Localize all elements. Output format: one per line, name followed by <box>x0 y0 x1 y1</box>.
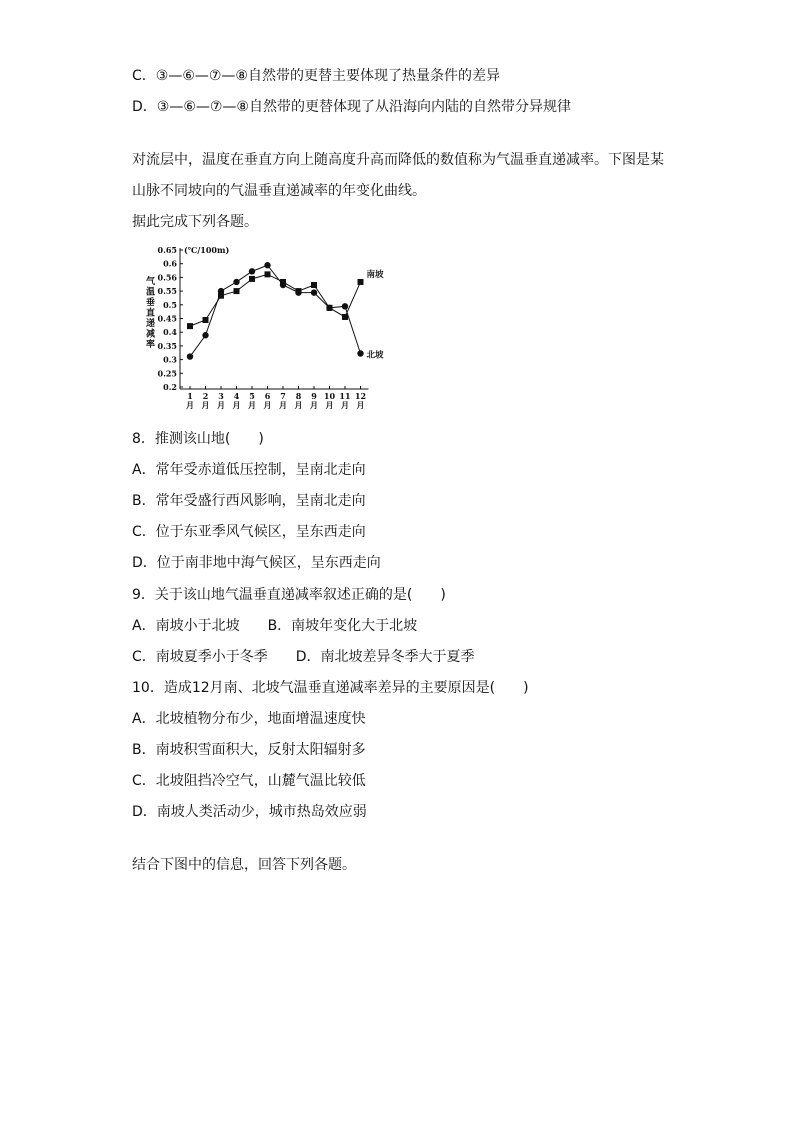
north-slope-point <box>326 305 332 311</box>
lapse-rate-chart <box>140 240 390 415</box>
south-slope-point <box>234 288 240 294</box>
south-slope-point <box>342 314 348 320</box>
north-slope-point <box>357 350 363 356</box>
north-slope-point <box>264 262 270 268</box>
y-tick-label: 0.6 <box>163 258 177 269</box>
question-8-option-c: C．位于东亚季风气候区，呈东西走向 <box>132 524 366 540</box>
question-8: 8．推测该山地( ) <box>132 431 264 447</box>
option-d-previous: D．③—⑥—⑦—⑧自然带的更替体现了从沿海向内陆的自然带分异规律 <box>132 99 571 115</box>
x-tick-label: 3 月 <box>217 391 225 410</box>
question-10: 10．造成12月南、北坡气温垂直递减率差异的主要原因是( ) <box>132 680 529 696</box>
y-tick-label: 0.35 <box>157 340 177 351</box>
x-tick-label: 12 月 <box>354 391 367 410</box>
y-tick-label: 0.3 <box>163 354 177 365</box>
y-tick-label: 0.45 <box>157 313 177 324</box>
x-tick-label: 6 月 <box>263 391 272 410</box>
north-slope-point <box>218 288 224 294</box>
y-tick-label: 0.65 <box>157 245 177 255</box>
north-slope-point <box>280 282 286 288</box>
x-tick-label: 2 月 <box>201 391 210 410</box>
series-label-north: 北坡 <box>366 350 384 361</box>
north-slope-point <box>295 289 301 295</box>
y-axis-title: 气温垂直递减率 <box>146 277 156 350</box>
intro-paragraph-line1: 对流层中，温度在垂直方向上随高度升高而降低的数值称为气温垂直递减率。下图是某 <box>132 152 664 168</box>
option-c-previous: C．③—⑥—⑦—⑧自然带的更替主要体现了热量条件的差异 <box>132 68 500 84</box>
x-tick-label: 5 月 <box>248 391 256 410</box>
north-slope-point <box>342 303 348 309</box>
north-slope-point <box>202 332 208 338</box>
north-slope-point <box>249 268 255 274</box>
x-tick-label: 9 月 <box>310 391 318 410</box>
x-tick-label: 4 月 <box>232 391 241 410</box>
x-tick-label: 8 月 <box>294 391 303 410</box>
y-tick-label: 0.4 <box>163 327 177 338</box>
question-10-option-d: D．南坡人类活动少，城市热岛效应弱 <box>132 804 367 820</box>
north-slope-point <box>233 279 239 285</box>
south-slope-point <box>203 317 209 323</box>
y-tick-label: 0.25 <box>157 368 177 379</box>
question-9-options-ab: A．南坡小于北坡 B．南坡年变化大于北坡 <box>132 618 418 634</box>
question-9-options-cd: C．南坡夏季小于冬季 D．南北坡差异冬季大于夏季 <box>132 649 475 665</box>
question-8-option-b: B．常年受盛行西风影响，呈南北走向 <box>132 493 366 509</box>
y-tick-label: 0.5 <box>163 299 177 310</box>
x-tick-label: 11 月 <box>339 391 351 410</box>
north-slope-point <box>311 289 317 295</box>
question-8-option-d: D．位于南非地中海气候区，呈东西走向 <box>132 555 381 571</box>
x-tick-label: 1 月 <box>186 391 194 410</box>
unit-label: (℃/100m) <box>184 245 230 255</box>
question-8-option-a: A．常年受赤道低压控制，呈南北走向 <box>132 462 366 478</box>
y-tick-label: 0.55 <box>157 286 177 297</box>
x-tick-label: 7 月 <box>279 391 287 410</box>
intro-instruction: 据此完成下列各题。 <box>132 214 258 230</box>
south-slope-point <box>187 323 193 329</box>
y-tick-label: 0.2 <box>163 382 177 392</box>
south-slope-point <box>249 276 255 282</box>
intro-paragraph-line2: 山脉不同坡向的气温垂直递减率的年变化曲线。 <box>132 183 426 199</box>
x-tick-label: 10 月 <box>323 391 336 410</box>
series-line-south <box>190 274 361 326</box>
question-9: 9．关于该山地气温垂直递减率叙述正确的是( ) <box>132 587 446 603</box>
south-slope-point <box>311 282 317 288</box>
y-tick-label: 0.56 <box>157 272 177 283</box>
south-slope-point <box>358 279 364 285</box>
south-slope-point <box>265 271 271 277</box>
question-10-option-c: C．北坡阻挡冷空气，山麓气温比较低 <box>132 773 366 789</box>
next-section-instruction: 结合下图中的信息，回答下列各题。 <box>132 857 356 873</box>
question-10-option-b: B．南坡积雪面积大，反射太阳辐射多 <box>132 742 366 758</box>
series-label-south: 南坡 <box>366 269 384 280</box>
north-slope-point <box>187 353 193 359</box>
question-10-option-a: A．北坡植物分布少，地面增温速度快 <box>132 711 366 727</box>
